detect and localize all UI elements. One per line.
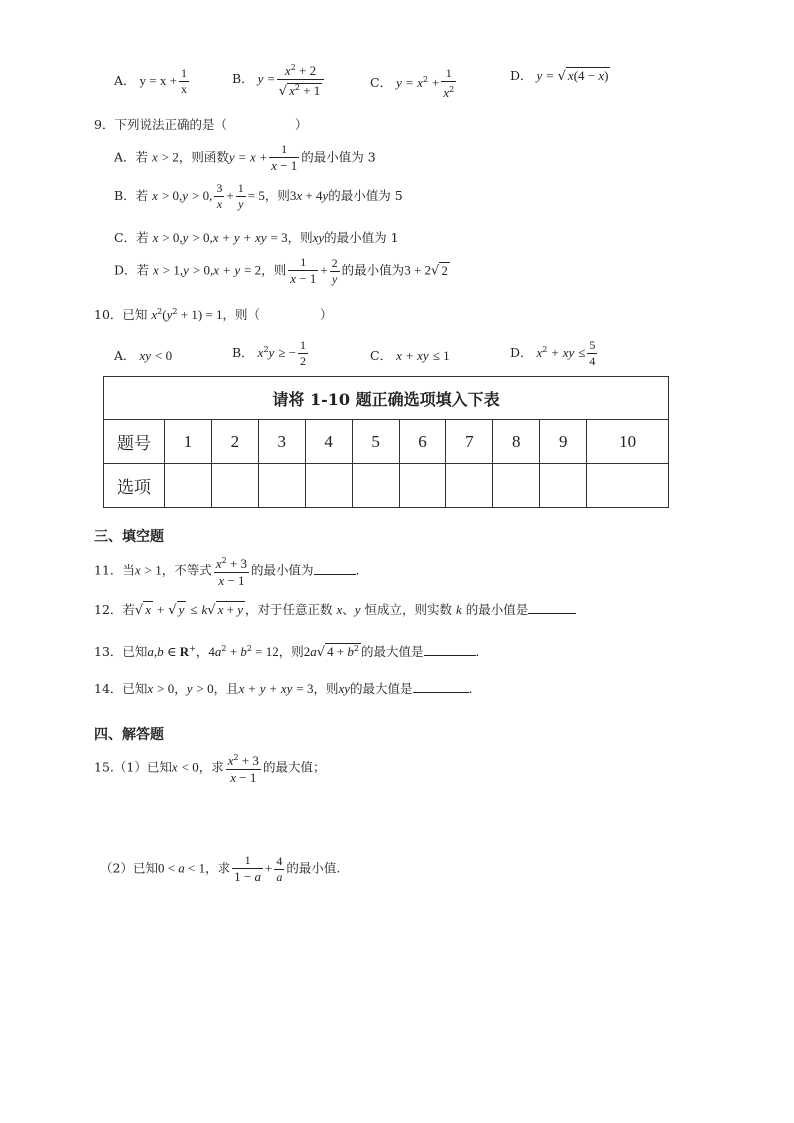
q10-close: ） xyxy=(320,307,333,322)
question-number-cell: 8 xyxy=(493,420,540,464)
q8-option-c: C． $y = x^2$ + $\frac{1}{x^2}$ xyxy=(370,66,455,100)
q14: 14．已知x > 0，y > 0，且x + y + xy = 3，则xy的最大值是 . xyxy=(94,681,473,696)
q10-option-a: A． xy < 0 xyxy=(114,348,173,363)
answer-table xyxy=(103,376,669,508)
option-label: B． xyxy=(232,345,254,360)
answer-table-title: 请将 1-10 题正确选项填入下表 xyxy=(104,377,669,420)
answer-blank[interactable] xyxy=(528,613,576,614)
question-number-cell: 1 xyxy=(165,420,212,464)
q10-stem: 10．已知 $x^2(y^2 + 1) = 1$，则（ ） xyxy=(94,306,333,322)
q9-option-a: A．若 x > 2，则函数y = x + $\frac{1}{x - 1}$ 的最小值为 3 xyxy=(114,142,376,173)
fraction: $\frac{1}{x}$ xyxy=(180,66,187,96)
q9-option-b: B．若 x > 0,y > 0, $\frac{3}{x}$ + $\frac{1}{y}$ = 5，则3x + 4y的最小值为 5 xyxy=(114,181,403,211)
question-text: 的最大值； xyxy=(262,759,326,775)
option-label: C．若 xyxy=(114,230,149,245)
question-number-cell: 4 xyxy=(305,420,352,464)
section-4-heading: 四、解答题 xyxy=(94,727,164,743)
question-text: ，求 xyxy=(205,860,231,876)
answer-table-title-row xyxy=(104,377,669,420)
q8-options-row xyxy=(114,60,634,100)
q13: 13．已知a,b ∈ R+，$4a^2 + b^2 = 12$，则2a√ $4 + b^2$ 的最大值是 . xyxy=(94,643,480,660)
question-text: 15.（1）已知 xyxy=(94,759,172,775)
question-text: ，则 xyxy=(313,681,339,696)
answer-cell[interactable] xyxy=(446,464,493,508)
q15-part1: 15.（1）已知x < 0，求 $\frac{x^2 + 3}{x - 1}$ 的最大值； xyxy=(94,750,325,786)
question-number-cell: 6 xyxy=(399,420,446,464)
option-text: ，则 xyxy=(287,230,313,245)
option-label: B．若 xyxy=(114,188,149,203)
q8-option-b: B． y = $\frac{x^2 + 2}{√ x^2 + 1}$ xyxy=(232,60,326,99)
option-text: 的最小值为 1 xyxy=(324,230,399,245)
fraction: $\frac{x^2 + 2}{√ x^2 + 1}$ xyxy=(277,60,325,99)
question-text: 的最大值是 xyxy=(350,681,413,696)
answer-cell[interactable] xyxy=(493,464,540,508)
option-label: A． xyxy=(114,348,136,363)
option-text: ，则 xyxy=(264,188,290,203)
answer-blank[interactable] xyxy=(314,574,356,575)
answer-cell[interactable] xyxy=(352,464,399,508)
question-text: 的最小值为 xyxy=(251,562,314,578)
q10-option-c: C． x + xy ≤ 1 xyxy=(370,348,450,363)
question-number-cell: 2 xyxy=(211,420,258,464)
answer-cell[interactable] xyxy=(540,464,587,508)
answer-cell[interactable] xyxy=(258,464,305,508)
q10-options-row xyxy=(114,338,634,372)
question-text: （2）已知 xyxy=(100,860,158,876)
option-label: B． xyxy=(232,71,254,86)
answer-cell[interactable] xyxy=(165,464,212,508)
question-text: ，求 xyxy=(198,759,224,775)
q10-option-d: D． $x^2$ + xy ≤ $\frac{5}{4}$ xyxy=(510,338,596,368)
question-text: ，且 xyxy=(213,681,239,696)
question-text: ， xyxy=(195,644,209,659)
question-text: 的最大值是 xyxy=(361,644,424,659)
answer-table-number-row xyxy=(104,420,669,464)
option-label: D．若 xyxy=(114,262,150,278)
answer-cell[interactable] xyxy=(587,464,669,508)
question-text: ，对于任意正数 xyxy=(244,602,333,617)
answer-table-option-row xyxy=(104,464,669,508)
q9-close: ） xyxy=(294,117,308,132)
answer-cell[interactable] xyxy=(211,464,258,508)
question-text: ，不等式 xyxy=(161,562,212,578)
q9-stem xyxy=(94,115,307,133)
section-3-heading: 三、填空题 xyxy=(94,529,164,545)
option-text: 的最小值为 3 xyxy=(301,149,376,165)
q11: 11．当x > 1，不等式 $\frac{x^2 + 3}{x - 1}$ 的最小值为 . xyxy=(94,553,360,589)
option-label: C． xyxy=(370,348,393,363)
option-label: D． xyxy=(510,345,533,360)
formula: y xyxy=(257,71,264,86)
punctuation: . xyxy=(355,562,360,578)
option-text: 的最小值为 5 xyxy=(328,188,403,203)
question-text: 12．若 xyxy=(94,602,135,617)
q8-option-a xyxy=(114,66,191,97)
q10-stem-text: 10．已知 xyxy=(94,307,148,322)
answer-blank[interactable] xyxy=(424,655,476,656)
question-text: 的最小值是 xyxy=(465,602,529,617)
option-label: A．若 xyxy=(114,149,149,165)
question-text: ， xyxy=(174,681,187,696)
q15-part2: （2）已知0 < a < 1，求 $\frac{1}{1 - a}$ + $\frac{4}{a}$ 的最小值. xyxy=(100,853,341,884)
question-text: 的最小值. xyxy=(286,860,341,876)
option-label: A． xyxy=(114,73,136,88)
q12: 12．若√ x + √ y ≤ k√ x + y ，对于任意正数 x、y 恒成立，则实数 k 的最小值是 xyxy=(94,600,576,618)
question-text: 恒成立，则实数 xyxy=(364,602,453,617)
q9-stem-text: 9．下列说法正确的是（ xyxy=(94,117,227,132)
answer-cell[interactable] xyxy=(399,464,446,508)
q9-option-c: C．若 x > 0,y > 0,x + y + xy = 3，则xy的最小值为 1 xyxy=(114,230,399,245)
option-label: C． xyxy=(370,75,393,90)
option-text: ，则函数 xyxy=(178,149,229,165)
question-text: 11．当 xyxy=(94,562,135,578)
question-text: ，则 xyxy=(278,644,304,659)
option-text: 的最小值为 xyxy=(341,262,405,278)
question-number-cell: 7 xyxy=(446,420,493,464)
q9-option-d: D．若 x > 1,y > 0,x + y = 2，则 $\frac{1}{x - 1}$ + $\frac{2}{y}$ 的最小值为3 + 2√ 2 xyxy=(114,255,448,286)
answer-blank[interactable] xyxy=(413,692,469,693)
q10-stem-end: ，则（ xyxy=(222,307,260,322)
fraction: $\frac{1}{x^2}$ xyxy=(443,66,455,100)
question-number-cell: 3 xyxy=(258,420,305,464)
question-text: 13．已知 xyxy=(94,644,148,659)
punctuation: . xyxy=(468,681,473,696)
question-text: 14．已知 xyxy=(94,681,148,696)
row-label-question-number: 题号 xyxy=(104,420,165,464)
question-number-cell: 9 xyxy=(540,420,587,464)
option-label: D． xyxy=(510,68,533,83)
q8-option-d: D． y = √ x(4 − x) xyxy=(510,68,609,84)
answer-cell[interactable] xyxy=(305,464,352,508)
formula: y = x + xyxy=(139,73,177,88)
q10-option-b: B． $x^2y$ ≥ − $\frac{1}{2}$ xyxy=(232,338,307,368)
row-label-option: 选项 xyxy=(104,464,165,508)
punctuation: . xyxy=(475,644,480,659)
question-number-cell: 5 xyxy=(352,420,399,464)
question-number-cell: 10 xyxy=(587,420,669,464)
option-text: ，则 xyxy=(261,262,287,278)
